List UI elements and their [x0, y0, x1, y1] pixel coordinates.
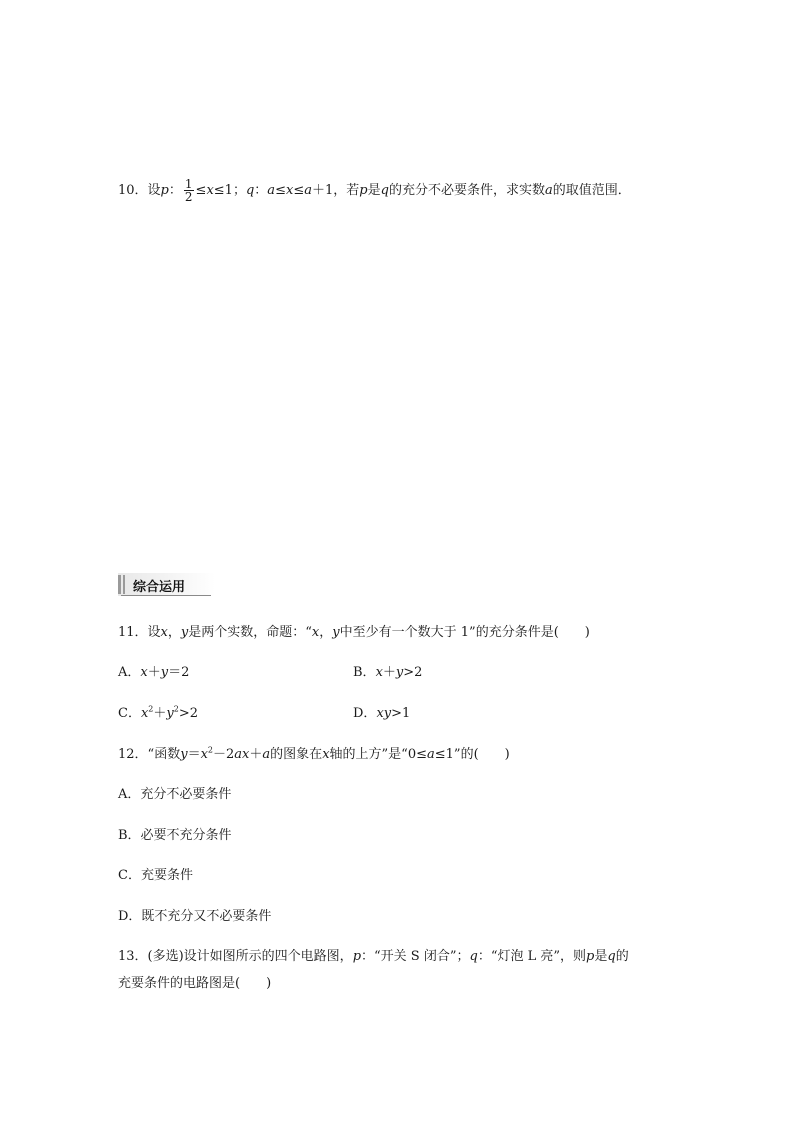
- section-title: 综合运用: [133, 580, 186, 595]
- q10-var-q: q: [245, 183, 255, 198]
- option-text: C．充要条件: [118, 868, 193, 883]
- q11-var-y: y: [180, 625, 189, 640]
- q12-option-a[interactable]: [118, 786, 231, 804]
- q12-var-ax: ax: [234, 747, 250, 762]
- q13-var-q: q: [469, 949, 478, 964]
- q11-option-b[interactable]: [353, 664, 422, 682]
- option-text: B．必要不充分条件: [118, 828, 232, 843]
- option-text: D．既不充分又不必要条件: [118, 909, 272, 924]
- q12-minus-two: －2: [213, 747, 235, 762]
- q13-text-2: ：“灯泡 L 亮”，则: [477, 949, 587, 964]
- q10-colon: ：: [168, 183, 182, 198]
- q10-le-one: ≤1；: [213, 183, 246, 198]
- q12-exponent: 2: [207, 745, 214, 755]
- section-tag-underline: [121, 595, 211, 596]
- option-var: x: [140, 665, 148, 680]
- q10-is: 是: [367, 183, 381, 198]
- q10-le-sign-3: ≤: [293, 183, 305, 198]
- q11-var-x: x: [160, 625, 168, 640]
- q12-text: 的图象在: [270, 747, 323, 762]
- section-tag-bar: [118, 575, 121, 594]
- q12-option-c[interactable]: [118, 867, 193, 885]
- q11-option-a[interactable]: [118, 664, 189, 682]
- q13-text-line-2: 充要条件的电路图是( ): [118, 976, 272, 991]
- option-exponent: 2: [173, 704, 179, 714]
- q10-tail-text: 的充分不必要条件，求实数: [388, 183, 545, 198]
- q10-frac-denominator: 2: [184, 190, 193, 204]
- q10-var-a: a: [267, 183, 276, 198]
- q13-is: 是: [594, 949, 608, 964]
- option-op: ＋: [382, 665, 396, 680]
- q11-option-d[interactable]: [353, 705, 410, 723]
- q11-comma: ，: [167, 625, 181, 640]
- option-tail: >2: [403, 665, 423, 680]
- question-12: [118, 746, 510, 764]
- option-exponent: 2: [148, 704, 154, 714]
- q12-option-d[interactable]: [118, 908, 271, 926]
- q12-text-3: ≤1”的( ): [434, 747, 510, 762]
- q10-var-q-2: q: [380, 183, 389, 198]
- q10-var-p: p: [160, 183, 169, 198]
- option-tail: ＝2: [168, 665, 190, 680]
- option-label: B．: [353, 665, 376, 680]
- q11-var-y-2: y: [332, 625, 340, 640]
- question-11: [118, 624, 590, 642]
- q10-var-a-3: a: [544, 183, 553, 198]
- question-13-line-2: [118, 975, 271, 993]
- q12-text-2: 轴的上方”是“0≤: [329, 747, 427, 762]
- q10-var-a-2: a: [304, 183, 312, 198]
- q13-text: ：“开关 S 闭合”；: [361, 949, 470, 964]
- q13-tail: 的: [615, 949, 629, 964]
- q12-option-b[interactable]: [118, 827, 232, 845]
- question-10: [118, 178, 631, 203]
- q12-var-x-2: x: [322, 747, 330, 762]
- q13-var-p: p: [352, 949, 362, 964]
- option-op: ＋: [153, 706, 167, 721]
- q10-fraction-half: [184, 178, 194, 203]
- question-13: [118, 948, 629, 966]
- q11-var-x-2: x: [311, 625, 320, 640]
- q11-number: 11．设: [118, 625, 161, 640]
- q12-var-a: a: [262, 747, 271, 762]
- q11-text: 是两个实数，命题：“: [188, 625, 312, 640]
- option-tail: >2: [178, 706, 199, 721]
- q12-plus: ＋: [249, 747, 263, 762]
- q13-var-q-2: q: [607, 949, 616, 964]
- q13-var-p-2: p: [586, 949, 595, 964]
- option-tail: >1: [391, 706, 411, 721]
- q10-plus-one-text: ＋1，若: [311, 183, 360, 198]
- q10-frac-numerator: 1: [184, 177, 193, 191]
- q10-number: 10．设: [118, 183, 161, 198]
- option-var: y: [166, 706, 174, 721]
- option-var: y: [160, 665, 169, 680]
- q11-text-2: 中至少有一个数大于 1”的充分条件是( ): [339, 625, 590, 640]
- q10-tail-text-2: 的取值范围．: [552, 183, 631, 198]
- q10-var-x-2: x: [285, 183, 294, 198]
- option-label: A．: [118, 665, 141, 680]
- q10-le-sign-2: ≤: [275, 183, 286, 198]
- option-text: A．充分不必要条件: [118, 787, 232, 802]
- q10-var-x: x: [206, 183, 214, 198]
- option-label: D．: [353, 706, 377, 721]
- q10-colon-2: ：: [254, 183, 268, 198]
- q12-var-a-2: a: [427, 747, 435, 762]
- section-tag-comprehensive: [118, 573, 215, 596]
- q12-var-x: x: [200, 747, 208, 762]
- q10-var-p-2: p: [359, 183, 368, 198]
- option-var: x: [375, 665, 383, 680]
- q12-eq: ＝: [187, 747, 201, 762]
- option-var: y: [395, 665, 404, 680]
- section-tag-bar-thin: [123, 575, 125, 594]
- option-var: xy: [376, 706, 392, 721]
- option-label: C．: [118, 706, 141, 721]
- q13-number: 13．(多选)设计如图所示的四个电路图，: [118, 949, 353, 964]
- q12-var-y: y: [180, 747, 188, 762]
- q11-comma-2: ，: [319, 625, 333, 640]
- q10-le-sign: ≤: [195, 183, 207, 198]
- option-var: x: [140, 706, 149, 721]
- q11-option-c[interactable]: [118, 705, 198, 723]
- option-op: ＋: [147, 665, 161, 680]
- q12-number: 12．“函数: [118, 747, 181, 762]
